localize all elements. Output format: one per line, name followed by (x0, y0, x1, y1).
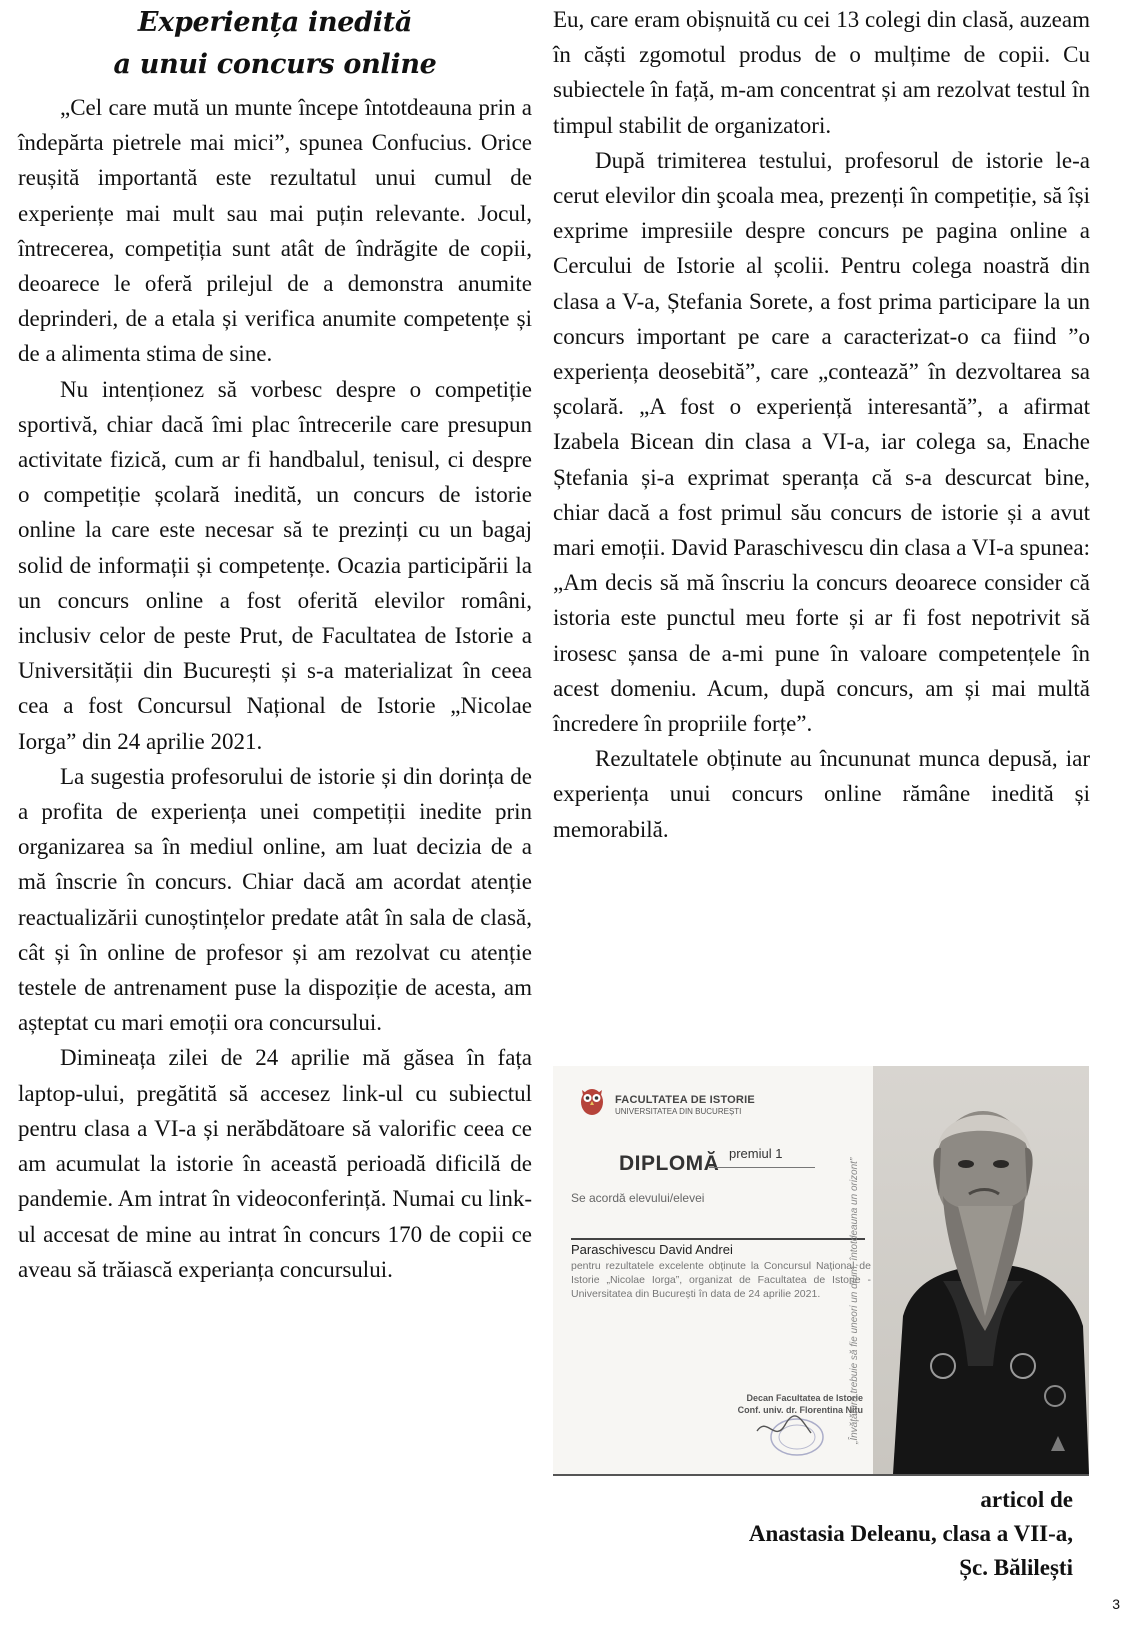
portrait-illustration (873, 1066, 1089, 1474)
dean-title: Decan Facultatea de Istorie (746, 1393, 863, 1403)
prize-underline (709, 1167, 815, 1168)
diploma-faculty: FACULTATEA DE ISTORIE (615, 1094, 755, 1106)
diploma-title: DIPLOMĂ (619, 1152, 720, 1175)
diploma-award-text: Se acordă elevului/elevei (571, 1191, 705, 1205)
article-title (18, 2, 532, 86)
page-number: 3 (1112, 1596, 1120, 1612)
signature-stamp-icon (727, 1411, 847, 1457)
byline-author: Anastasia Deleanu, clasa a VII-a, (748, 1521, 1073, 1546)
paragraph: După trimiterea testului, profesorul de istorie le-a cerut elevilor din şcoala mea, prezenți în competiție, să își exprime impresiile despre concurs pe pagina online a Cercului de Istorie al școlii. Pentru colega noastră din clasa a V-a, Ștefania Sorete, a fost prima participare la un concurs important pe care a caracterizat-o ca fiind ”o experiența deosebită”, care „contează” în dezvoltarea sa școlară. „A fost o experiență interesantă”, a afirmat Izabela Bicean din clasa a VI-a, iar colega sa, Enache Ștefania și-a exprimat speranța că s-a descurcat bine, chiar dacă a fost primul său concurs de istorie și a avut mari emoții. David Paraschivescu din clasa a VI-a spunea: „Am decis să mă înscriu la concurs deoarece consider că istoria este punctul meu forte și ar fi fost nepotrivit să irosesc șansa de a-mi pune în valoare competențele în acest domeniu. Acum, după concurs, am și mai multă încredere în propriile forțe”. (553, 147, 1090, 737)
name-rule (571, 1238, 865, 1240)
diploma-prize: premiul 1 (729, 1146, 783, 1161)
diploma-student-name: Paraschivescu David Andrei (571, 1242, 733, 1257)
owl-logo-icon (575, 1086, 609, 1118)
paragraph: La sugestia profesorului de istorie și din dorința de a profita de experiența unei competiții inedite prin organizarea sa în mediul online, am luat decizia de a mă înscrie în concurs. Chiar dacă am acordat atenție reactualizării cunoștințelor predate atât în sala de clasă, cât și în online de profesor și am rezolvat cu atenție testele de antrenament puse la dispoziție de acesta, am așteptat cu mari emoții ora concursului. (18, 763, 532, 1036)
portrait-photo (873, 1066, 1089, 1474)
paragraph: Rezultatele obținute au încununat munca depusă, iar experiența unui concurs online rămâne inedită și memorabilă. (553, 746, 1090, 842)
paragraph: Nu intenționez să vorbesc despre o competiție sportivă, chiar dacă îmi plac întrecerile care presupun activitate fizică, cum ar fi handbalul, tenisul, ci despre o competiție școlară inedită, un concurs de istorie online la care este necesar să te prezinți cu un bagaj solid de informații și competențe. Ocazia participării la un concurs online a fost oferită elevilor români, inclusiv celor de peste Prut, de Facultatea de Istorie a Universității din București și s-a materializat în ceea cea a fost Concursul Național de Istorie „Nicolae Iorga” din 24 aprilie 2021. (18, 376, 532, 754)
paragraph: Eu, care eram obișnuită cu cei 13 colegi din clasă, auzeam în căști zgomotul produs de o mulțime de copii. Cu subiectele în față, m-am concentrat și am rezolvat testul în timpul stabilit de organizatori. (553, 7, 1090, 138)
diploma (553, 1066, 873, 1474)
vertical-quote (843, 1106, 863, 1446)
byline-school: Șc. Bălilești (959, 1555, 1073, 1580)
diploma-photo (553, 1066, 1089, 1476)
left-column (18, 90, 532, 1287)
dean-name: Conf. univ. dr. Florentina Nițu (737, 1405, 863, 1415)
diploma-body-text: pentru rezultatele excelente obținute la Concursul Național de Istorie „Nicolae Iorga”, organizat de Facultatea de Istorie - Universitatea din București în data de 24 aprilie 2021. (571, 1260, 871, 1300)
byline-label: articol de (980, 1487, 1073, 1512)
title-line-1: Experiența inedită (137, 7, 413, 38)
vertical-quote-text: „Învățătura trebuie să fie uneori un drum, întotdeauna un orizont” (849, 1157, 860, 1444)
diploma-university: UNIVERSITATEA DIN BUCUREȘTI (615, 1107, 742, 1116)
paragraph: „Cel care mută un munte începe întotdeauna prin a îndepărta pietrele mai mici”, spunea Confucius. Orice reușită importantă este rezultatul unui cumul de experiențe mai mult sau mai puțin relevante. Jocul, întrecerea, competiția sunt atât de îndrăgite de copii, deoarece le oferă prilejul de a demonstra anumite deprinderi, de a etala și verifica anumite competențe și de a alimenta stima de sine. (18, 95, 532, 367)
title-line-2: a unui concurs online (113, 49, 437, 80)
right-column (553, 2, 1090, 847)
paragraph: Dimineața zilei de 24 aprilie mă găsea în fața laptop-ului, pregătită să accesez link-ul cu subiectul pentru clasa a VI-a și nerăbdătoare să valorific ceea ce am acumulat la istorie în această perioadă dificilă de pandemie. Am intrat în videoconferință. Numai cu link-ul accesat de mine au intrat în concurs 170 de copii ce aveau să trăiască experianța concursului. (18, 1045, 532, 1282)
